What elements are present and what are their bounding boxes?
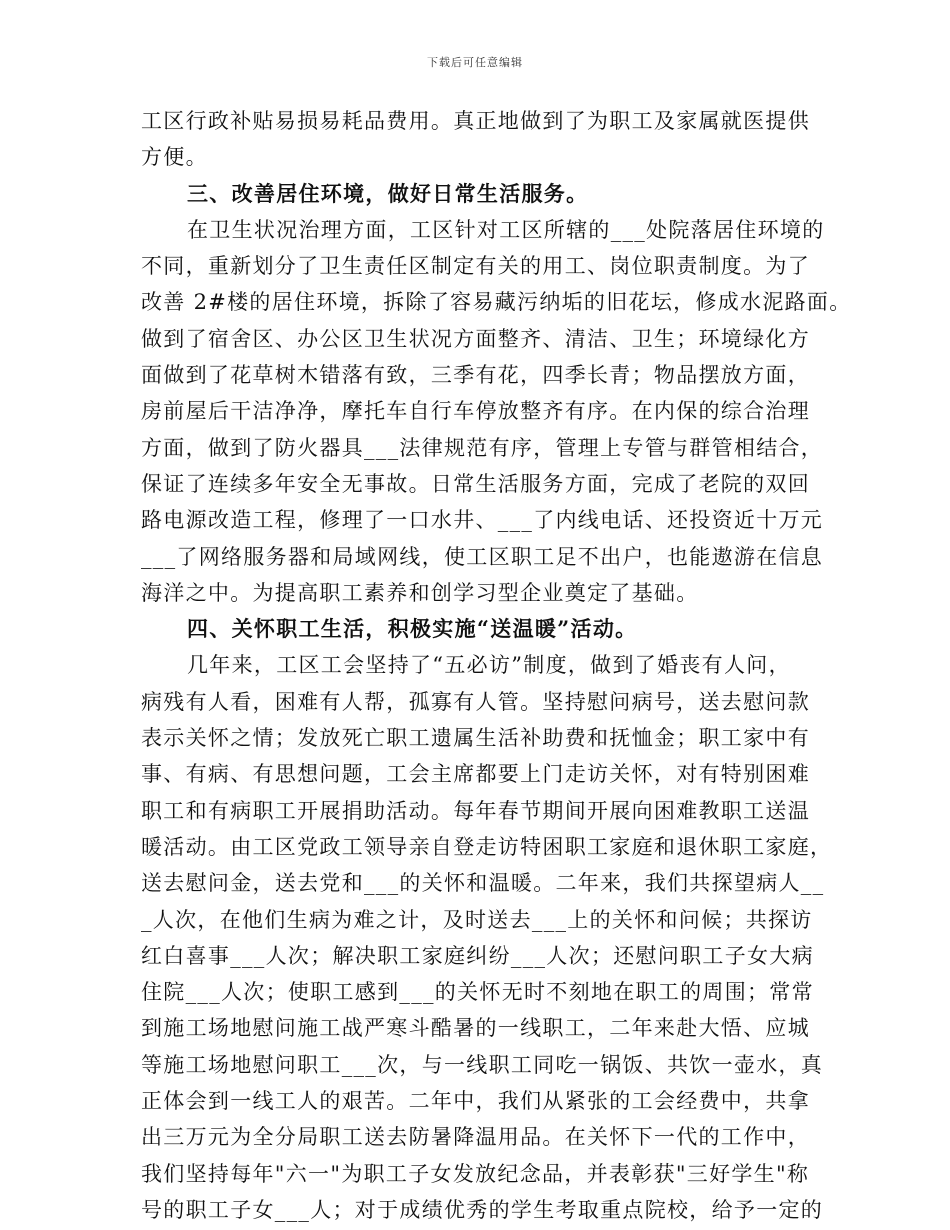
paragraph-line: 改善 2#楼的居住环境，拆除了容易藏污纳垢的旧花坛，修成水泥路面。: [141, 290, 852, 315]
paragraph-line: 表示关怀之情；发放死亡职工遗属生活补助费和抚恤金；职工家中有: [141, 726, 810, 751]
paragraph-line: 不同，重新划分了卫生责任区制定有关的用工、岗位职责制度。为了: [141, 254, 810, 279]
paragraph-line: 路电源改造工程，修理了一口水井、___了内线电话、还投资近十万元: [141, 508, 824, 533]
paragraph-line: 正体会到一线工人的艰苦。二年中，我们从紧张的工会经费中，共拿: [141, 1089, 810, 1114]
paragraph-line: 保证了连续多年安全无事故。日常生活服务方面，完成了老院的双回: [141, 471, 810, 496]
paragraph-line: ___了网络服务器和局域网线，使工区职工足不出户，也能遨游在信息: [141, 544, 824, 569]
paragraph-line: 病残有人看，困难有人帮，孤寡有人管。坚持慰问病号，送去慰问款: [141, 689, 810, 714]
paragraph-line: 房前屋后干洁净净，摩托车自行车停放整齐有序。在内保的综合治理: [141, 399, 810, 424]
paragraph-line: 号的职工子女___人；对于成绩优秀的学生考取重点院校，给予一定的: [141, 1197, 824, 1222]
document-body: [141, 103, 852, 1228]
paragraph-line: 面做到了花草树木错落有致，三季有花，四季长青；物品摆放方面，: [141, 363, 810, 388]
paragraph-line: 送去慰问金，送去党和___的关怀和温暖。二年来，我们共探望病人__: [141, 871, 825, 896]
paragraph-line: 在卫生状况治理方面，工区针对工区所辖的___处院落居住环境的: [187, 217, 825, 242]
paragraph-line: 出三万元为全分局职工送去防暑降温用品。在关怀下一代的工作中，: [141, 1125, 810, 1150]
paragraph-line: 方便。: [141, 145, 208, 170]
paragraph-line: _人次，在他们生病为难之计，及时送去___上的关怀和问候；共探访: [141, 907, 813, 932]
paragraph-line: 职工和有病职工开展捐助活动。每年春节期间开展向困难教职工送温: [141, 798, 810, 823]
paragraph-line: 几年来，工区工会坚持了“五必访”制度，做到了婚丧有人问，: [187, 653, 791, 678]
paragraph-line: 我们坚持每年"六一"为职工子女发放纪念品，并表彰获"三好学生"称: [141, 1161, 810, 1186]
section-heading: 四、关怀职工生活，积极实施“送温暖”活动。: [187, 616, 638, 642]
paragraph-line: 到施工场地慰问施工战严寒斗酷暑的一线职工，二年来赴大悟、应城: [141, 1016, 810, 1041]
paragraph-line: 做到了宿舍区、办公区卫生状况方面整齐、清洁、卫生；环境绿化方: [141, 326, 810, 351]
paragraph-line: 方面，做到了防火器具___法律规范有序，管理上专管与群管相结合，: [141, 435, 824, 460]
paragraph-line: 等施工场地慰问职工___次，与一线职工同吃一锅饭、共饮一壶水，真: [141, 1052, 824, 1077]
page-header: 下载后可任意编辑: [427, 56, 523, 69]
paragraph-line: 红白喜事___人次；解决职工家庭纠纷___人次；还慰问职工子女大病: [141, 943, 814, 968]
section-heading: 三、改善居住环境，做好日常生活服务。: [187, 180, 589, 206]
paragraph-line: 住院___人次；使职工感到___的关怀无时不刻地在职工的周围；常常: [141, 980, 814, 1005]
paragraph-line: 暖活动。由工区党政工领导亲自登走访特困职工家庭和退休职工家庭，: [141, 834, 833, 859]
paragraph-line: 事、有病、有思想问题，工会主席都要上门走访关怀，对有特别困难: [141, 762, 810, 787]
paragraph-line: 海洋之中。为提高职工素养和创学习型企业奠定了基础。: [141, 580, 699, 605]
paragraph-line: 工区行政补贴易损易耗品费用。真正地做到了为职工及家属就医提供: [141, 109, 810, 133]
